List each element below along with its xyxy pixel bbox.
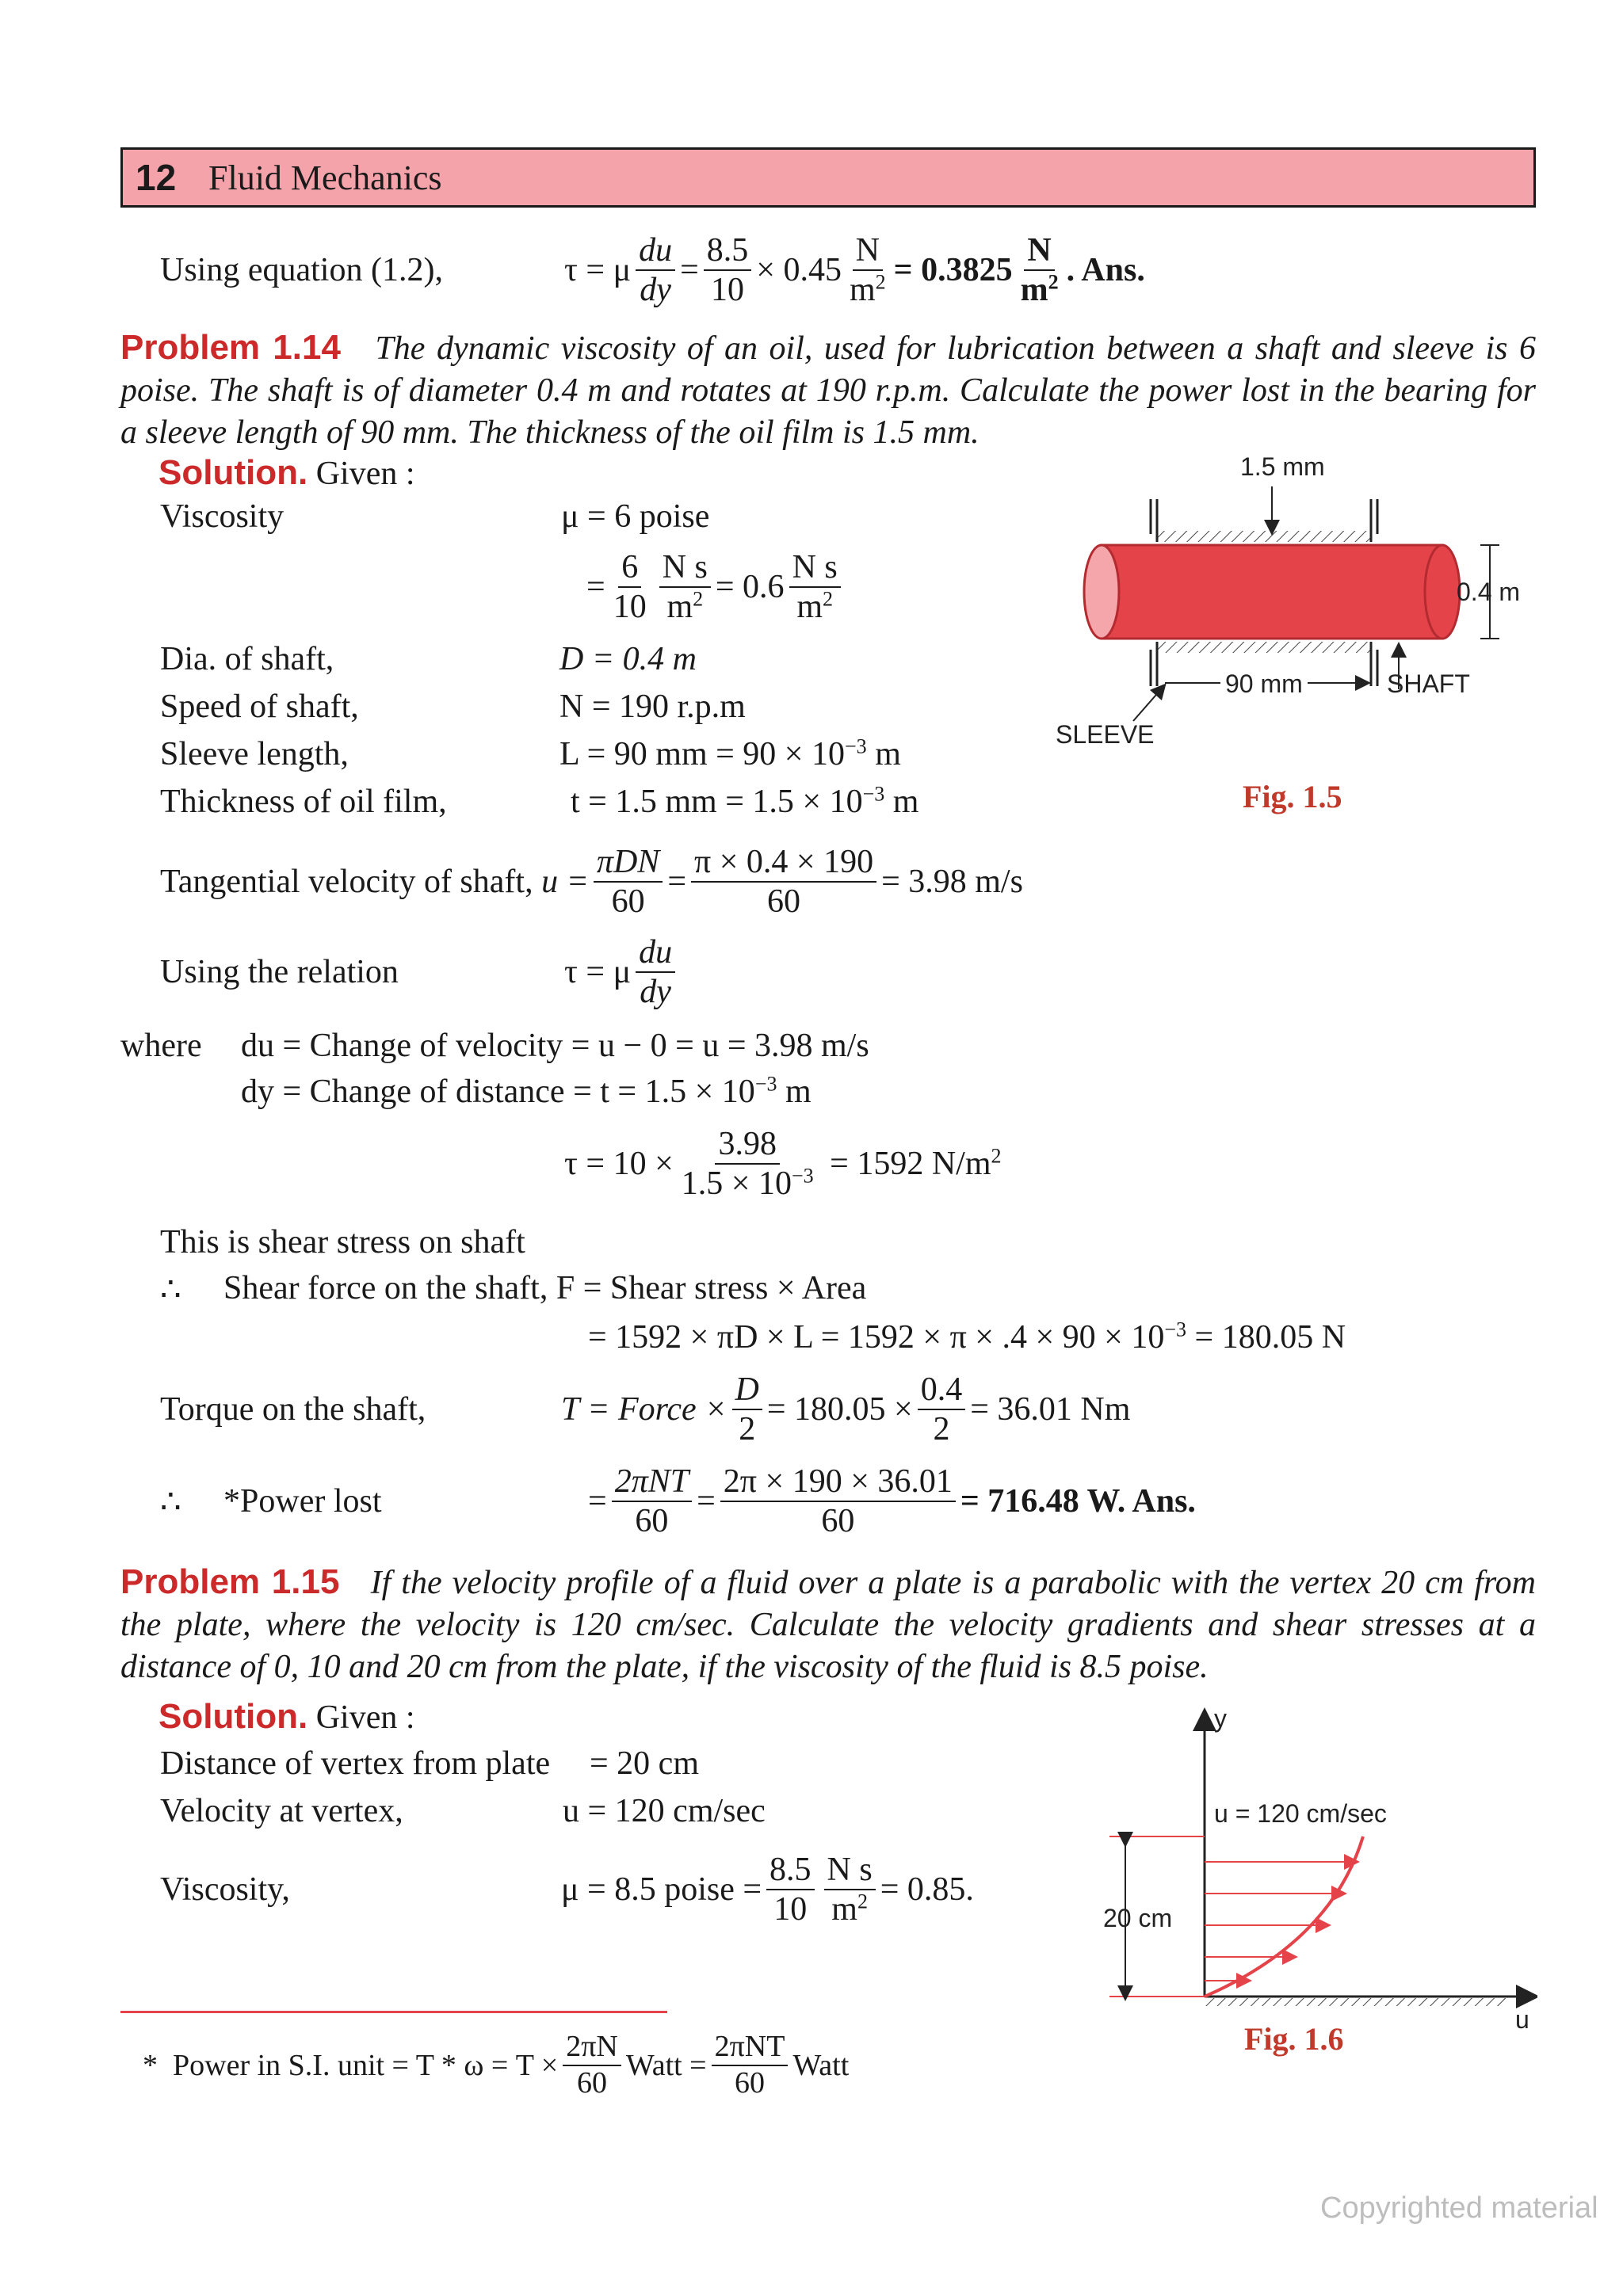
sleeve-bottom-hatch [1157,642,1371,653]
sleeve-label: Sleeve length, [160,736,349,772]
where-label: where [120,1028,202,1064]
thickness-value: t = 1.5 mm = $1.5 \times 10^{-3}$ m [571,782,919,820]
problem-1-14-statement: Problem 1.14 The dynamic viscosity of an oil, used for lubrication between a shaft and sleeve is 6 poise. The shaft is of diameter 0.4 m and rotates at 190 r.p.m. Calculate the power lost in the bearing for a sleeve length of 90 mm. The thickness of the oil film is 1.5 mm. [120,328,1537,451]
unit-n-m2: $\frac{N}{m^2}$ [849,232,886,309]
du-dy-fraction: $\frac{du}{dy}$ [636,231,675,310]
footnote: * Power in S.I. unit = T * ω = T × $\frac{2\pi N}{60}$ Watt = $\frac{\text{2πNT}}{60}$ Watt [143,2030,850,2100]
shear-stress-note: This is shear stress on shaft [160,1224,525,1261]
therefore-symbol: ∴ [160,1272,181,1308]
label-film-thickness: 1.5 mm [1240,452,1325,481]
viscosity-line-1-15: Viscosity, μ = 8.5 poise = $\frac{8.5}{10}$ $\frac{\text{N s}}{m^2}$ = 0.85. [160,1852,974,1928]
label-vertex-height: 20 cm [1103,1904,1173,1932]
solution-heading-1-14: Solution. Given : [158,453,415,492]
vertex-distance-value: = 20 cm [590,1745,699,1782]
copyright-watermark: Copyrighted material [1320,2191,1598,2225]
figure-shaft-sleeve [1030,452,1545,753]
equation-label: Using equation (1.2), [160,252,443,289]
footnote-rule [120,2011,667,2013]
page-header [120,147,1536,208]
tangential-velocity-line: Tangential velocity of shaft, u = $\frac{\text{πDN}}{60}$ = $\frac{\pi \times 0.4 \times 190}{60}$ = 3.98 m/s [160,844,1023,921]
label-shaft: SHAFT [1387,669,1470,698]
dia-label: Dia. of shaft, [160,641,334,677]
label-sleeve: SLEEVE [1056,720,1155,749]
label-y-axis: y [1214,1704,1227,1733]
torque-line: Torque on the shaft, T = Force × $\frac{D}{2}$ = 180.05 × $\frac{0.4}{2}$ = 36.01 Nm [160,1371,1131,1448]
tau-mu: τ = μ [564,252,632,289]
thickness-label: Thickness of oil film, [160,784,447,820]
shaft-body [1102,545,1442,639]
figure-velocity-profile [1094,1703,1537,2036]
du-definition: du = Change of velocity = u − 0 = u = 3.98 m/s [241,1028,869,1064]
viscosity-label: Viscosity [160,498,285,535]
relation-line: Using the relation τ = μ $\frac{du}{dy}$ [160,933,680,1012]
sleeve-value: L = 90 mm = $90 \times 10^{-3}$ m [559,734,901,772]
dy-definition: dy = Change of distance = $t = 1.5 \times 10^{-3}$ m [241,1072,812,1110]
problem-1-15-statement: Problem 1.15 If the velocity profile of a fluid over a plate is a parabolic with the vertex 20 cm from the plate, where the velocity is 120 cm/sec. Calculate the velocity gradients and shear stresses at a distance of 0, 10 and 20 cm from the plate, if the viscosity of the fluid is 8.5 poise. [120,1562,1536,1685]
unit-n-m2-bold: $\frac{N}{m^2}$ [1020,232,1059,309]
label-vertex-velocity: u = 120 cm/sec [1214,1799,1387,1828]
book-title: Fluid Mechanics [208,158,442,197]
problem-1-15-label: Problem 1.15 [120,1562,340,1601]
viscosity-conversion: = $\frac{6}{10}$ $\frac{\text{N s}}{m^2}$ = 0.6 $\frac{\text{N s}}{m^2}$ [586,548,846,627]
figure-1-6-caption: Fig. 1.6 [1244,2021,1344,2057]
power-lost-line: ∴ *Power lost = $\frac{\text{2πNT}}{60}$ = $\frac{2\pi \times 190 \times 36.01}{60}$ = 716.48 W. Ans. [160,1463,1196,1540]
speed-label: Speed of shaft, [160,688,359,725]
speed-value: N = 190 r.p.m [559,688,746,725]
shear-force-calc: = $1592 \times \pi D \times L = 1592 \times \pi \times .4 \times 90 \times 10^{-3} = 180.05$ N [588,1318,1346,1356]
vertex-velocity-value: u = 120 cm/sec [563,1793,766,1829]
sleeve-top-hatch [1157,531,1371,542]
label-shaft-diameter: 0.4 m [1457,578,1521,606]
vertex-distance-label: Distance of vertex from plate [160,1745,551,1782]
shear-stress-calc: τ = 10 × $\frac{3.98}{1.5 \times 10^{-3}}$ = 1592 $N/m^2$ [564,1126,1002,1203]
label-sleeve-length: 90 mm [1225,669,1303,698]
shear-force-line: Shear force on the shaft, F = Shear stress × Area [223,1270,867,1306]
label-u-axis: u [1515,2005,1529,2034]
page-number: 12 [136,157,177,198]
result-value: = 0.3825 [893,252,1013,289]
dia-value: D = 0.4 m [559,641,697,677]
solution-heading-1-15: Solution. Given : [158,1697,415,1736]
figure-1-5-caption: Fig. 1.5 [1243,779,1342,814]
parabolic-profile [1205,1836,1363,1997]
ans-label: . Ans. [1066,252,1145,289]
problem-1-14-label: Problem 1.14 [120,328,341,367]
vertex-velocity-label: Velocity at vertex, [160,1793,403,1829]
fraction-8-5-10: $\frac{8.5}{10}$ [704,231,752,310]
viscosity-value: μ = 6 poise [561,498,710,535]
plate-hatch [1205,1998,1506,2006]
equation-1-2-line: Using equation (1.2), τ = μ $\frac{du}{dy}$ = $\frac{8.5}{10}$ × 0.45 $\frac{N}{m^2}$ = 0.3825 $\frac{N}{m^2}$ . Ans. [160,232,1145,309]
